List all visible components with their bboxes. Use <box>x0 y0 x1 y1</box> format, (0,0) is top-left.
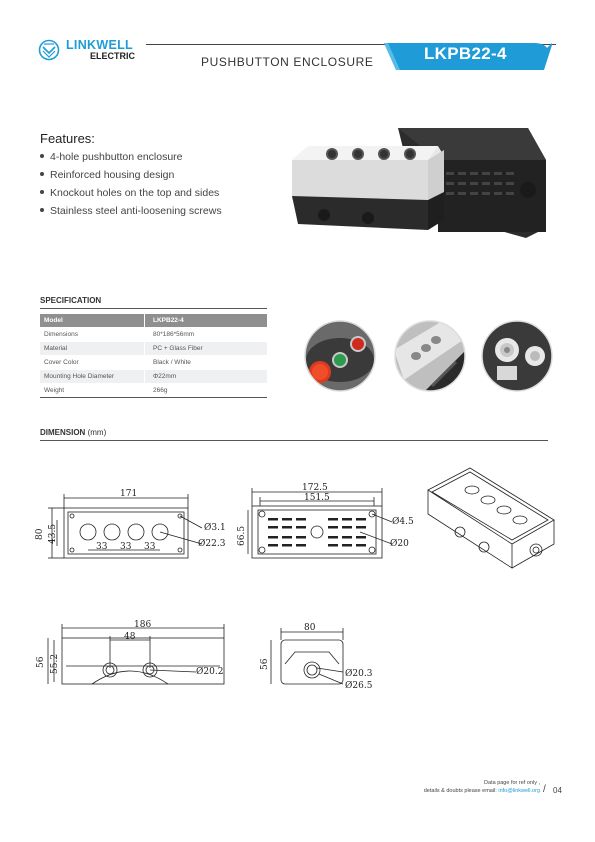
spec-key: Material <box>40 342 145 356</box>
model-number: LKPB22-4 <box>424 44 507 63</box>
side-view-drawing <box>30 616 260 696</box>
dimension-rule <box>40 440 548 441</box>
dim-side-height: 56 <box>36 656 46 668</box>
table-row <box>40 328 267 342</box>
features-heading: Features: <box>40 131 95 146</box>
dim-front-inner-height: 43.5 <box>48 523 58 544</box>
feature-item: Stainless steel anti-loosening screws <box>40 205 222 217</box>
table-row <box>40 356 267 370</box>
detail-photo-buttons <box>304 320 376 392</box>
specification-bottom-rule <box>40 397 267 398</box>
spec-value: Black / White <box>145 356 268 370</box>
spec-value: 266g <box>145 384 268 398</box>
white-enclosure <box>292 146 444 230</box>
spec-key: Weight <box>40 384 145 398</box>
brand-logo <box>38 37 148 67</box>
dim-end-hole-inner: Ø20.3 <box>345 669 373 679</box>
page-number: 04 <box>553 786 562 795</box>
dim-back-inner: 151.5 <box>304 493 330 503</box>
spec-key: Dimensions <box>40 328 145 342</box>
front-view-drawing <box>30 484 230 574</box>
specification-heading: SPECIFICATION <box>40 296 102 305</box>
spec-value: PC + Glass Fiber <box>145 342 268 356</box>
dim-front-height: 80 <box>35 528 45 540</box>
back-view-drawing <box>230 480 414 570</box>
spec-key: Cover Color <box>40 356 145 370</box>
bullet-icon <box>40 154 44 158</box>
bullet-icon <box>40 190 44 194</box>
spec-value: 80*186*56mm <box>145 328 268 342</box>
dim-side-hole: Ø20.2 <box>196 667 224 677</box>
dimension-unit: (mm) <box>87 428 107 437</box>
detail-photo-knockouts <box>394 320 466 392</box>
end-view-drawing <box>255 622 385 694</box>
product-photo <box>288 120 550 242</box>
dim-back-center: Ø20 <box>390 539 409 549</box>
dim-end-width: 80 <box>304 623 316 633</box>
spec-key: Model <box>40 314 145 328</box>
table-row <box>40 314 267 328</box>
dim-spacing: 33 <box>144 542 156 552</box>
table-row <box>40 342 267 356</box>
dim-spacing: 33 <box>120 542 132 552</box>
spec-key: Mounting Hole Diameter <box>40 370 145 384</box>
specification-rule <box>40 308 267 309</box>
dim-back-height: 66.5 <box>237 525 247 546</box>
feature-item: Reinforced housing design <box>40 169 174 181</box>
dim-end-height: 56 <box>260 658 270 670</box>
dim-side-width: 186 <box>134 620 152 630</box>
bullet-icon <box>40 208 44 212</box>
document-title: PUSHBUTTON ENCLOSURE <box>201 55 374 69</box>
linkwell-logo-icon <box>38 39 60 61</box>
brand-subname: ELECTRIC <box>90 51 135 61</box>
footer-separator: / <box>543 784 546 795</box>
feature-item: 4-hole pushbutton enclosure <box>40 151 183 163</box>
dim-spacing: 33 <box>96 542 108 552</box>
dim-front-width: 171 <box>120 489 138 499</box>
dim-hole: Ø22.3 <box>198 539 226 549</box>
isometric-drawing <box>420 452 560 582</box>
dim-side-spacing: 48 <box>124 632 136 642</box>
spec-value: Φ22mm <box>145 370 268 384</box>
spec-value: LKPB22-4 <box>145 314 268 328</box>
dim-side-inner-height: 55.2 <box>50 653 60 674</box>
dim-back-outer: 172.5 <box>302 483 328 493</box>
bullet-icon <box>40 172 44 176</box>
specification-table <box>40 314 267 398</box>
feature-item: Knockout holes on the top and sides <box>40 187 219 199</box>
dim-end-hole-outer: Ø26.5 <box>345 681 373 691</box>
dim-screw: Ø3.1 <box>204 523 226 533</box>
brand-name: LINKWELL <box>66 38 133 52</box>
footer-email-link[interactable]: info@linkwell.org <box>498 788 540 794</box>
dimension-heading: DIMENSION (mm) <box>40 428 107 437</box>
table-row <box>40 384 267 398</box>
table-row <box>40 370 267 384</box>
footer-note: Data page for ref only , details & doubts please email: info@linkwell.org <box>423 780 540 794</box>
detail-photo-glands <box>481 320 553 392</box>
dim-back-mount: Ø4.5 <box>392 517 414 527</box>
